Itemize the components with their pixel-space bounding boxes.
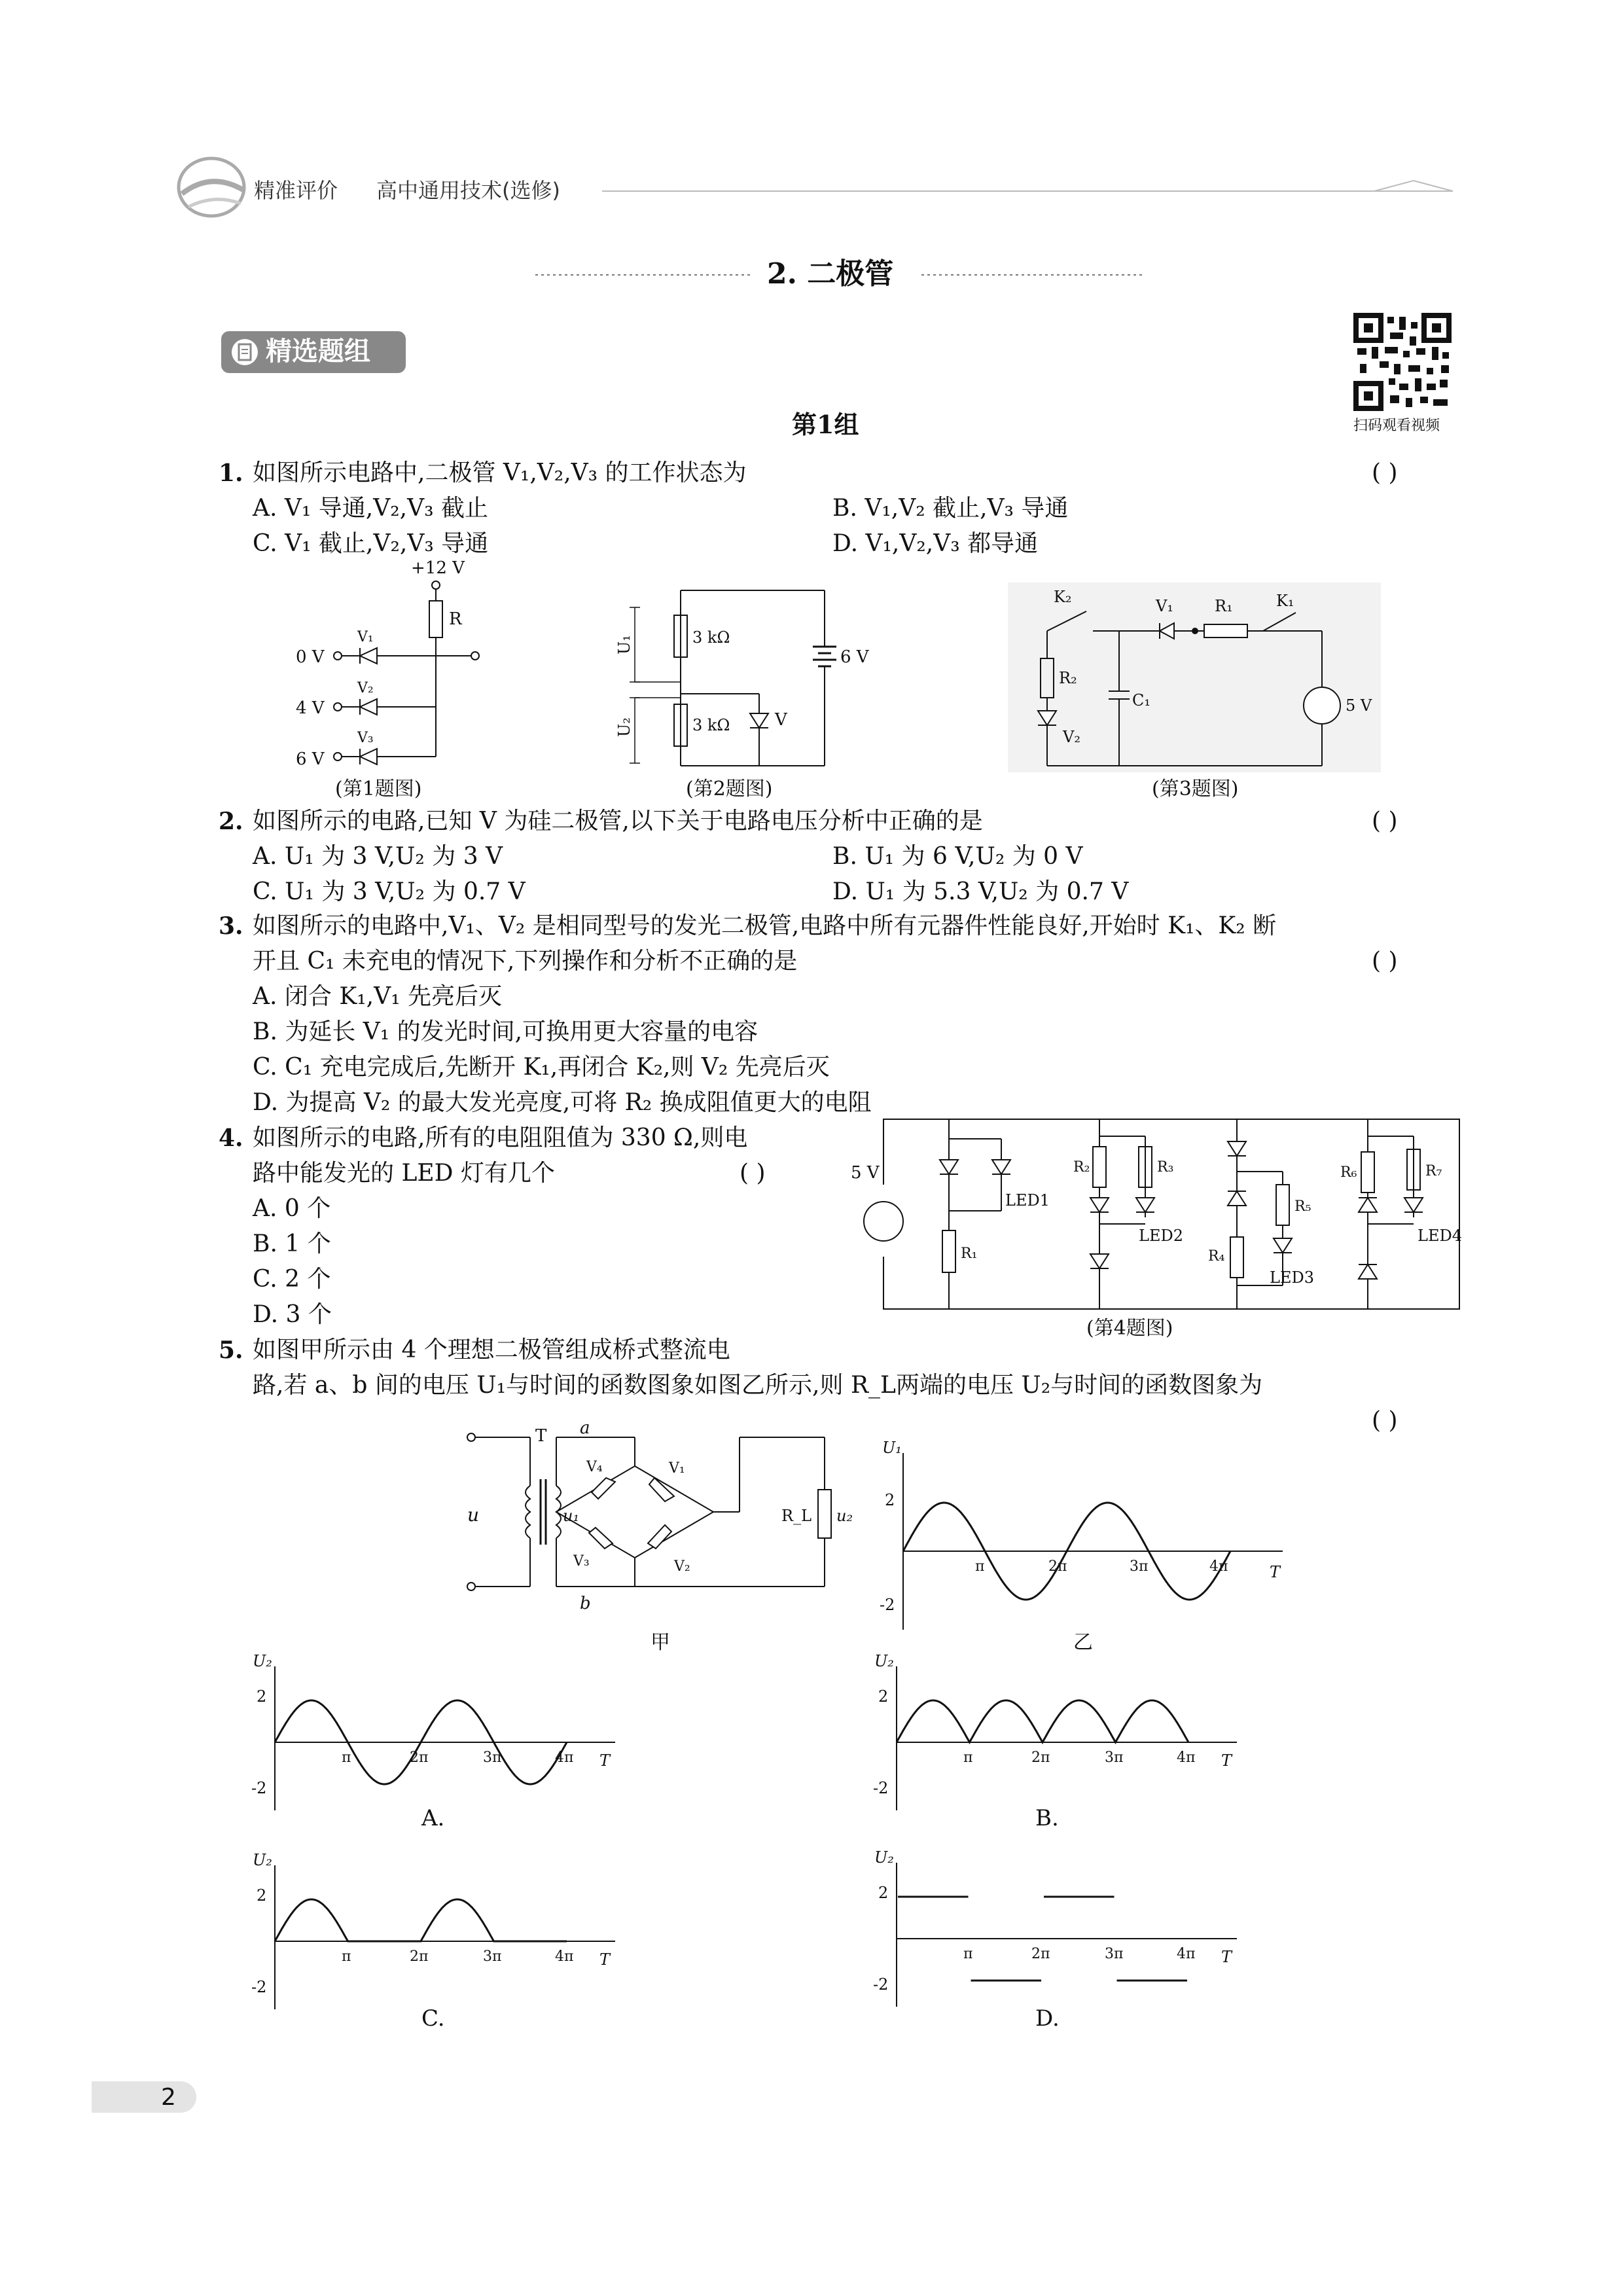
q3-stem-line1: 如图所示的电路中,V₁、V₂ 是相同型号的发光二极管,电路中所有元器件性能良好,开始时 K₁、K₂ 断 [253,912,1277,939]
graph-d-xtick-4pi: 4π [1177,1946,1196,1962]
fig1-resistor-label: R [449,609,462,629]
svg-text:0 V: 0 V [296,647,325,667]
svg-text:U₁: U₁ [615,635,633,655]
graph-d-ytick-neg2: -2 [873,1975,889,1994]
q3-option-b[interactable]: B. 为延长 V₁ 的发光时间,可换用更大容量的电容 [253,1018,758,1045]
fig5b-xtick-2pi: 2π [1048,1558,1067,1575]
svg-text:u: u [467,1504,480,1526]
graph-b-xtick-4pi: 4π [1177,1749,1196,1766]
svg-text:V₂: V₂ [674,1558,690,1575]
fig1-supply: +12 V [411,558,465,578]
q1-number: 1. [219,459,243,487]
svg-text:4 V: 4 V [296,698,325,718]
fig5b-ytick-2: 2 [885,1491,895,1509]
graph-b [870,1652,1237,1817]
fig4-r5 [1276,1185,1289,1225]
badge-label: 精选题组 [266,336,370,367]
svg-text:3 kΩ: 3 kΩ [692,628,730,647]
graph-c-xtick-pi: π [342,1948,351,1965]
fig2-diode [750,713,768,728]
fig4-diode-2 [1090,1198,1109,1212]
fig4-r2 [1093,1147,1106,1187]
q2-option-c[interactable]: C. U₁ 为 3 V,U₂ 为 0.7 V [253,878,526,905]
fig3-source [1304,687,1340,724]
graph-d-ylabel: U₂ [874,1848,894,1867]
q3-number: 3. [219,912,243,940]
fig5b-xtick-pi: π [975,1558,985,1575]
q2-option-b[interactable]: B. U₁ 为 6 V,U₂ 为 0 V [832,843,1083,870]
fig4-diode-6 [1359,1198,1377,1212]
graph-d-ytick-2: 2 [878,1884,889,1902]
fig5b-graph [877,1440,1296,1636]
fig5a-diode-v3 [589,1528,613,1549]
answer-c-label[interactable]: C. [421,2005,445,2032]
svg-text:b: b [580,1594,591,1613]
graph-d-xtick-3pi: 3π [1105,1946,1124,1962]
fig4-diode-4 [1228,1141,1246,1156]
q2-stem: 如图所示的电路,已知 V 为硅二极管,以下关于电路电压分析中正确的是 [253,808,983,834]
header-title: 高中通用技术(选修) [376,178,560,203]
fig1-resistor [429,601,442,637]
graph-c-ylabel: U₂ [253,1851,272,1869]
fig4-diode-3 [1090,1254,1109,1268]
q4-option-d[interactable]: D. 3 个 [253,1301,332,1328]
header-rule [602,171,1466,198]
fig5b-ylabel: U₁ [882,1439,902,1457]
svg-text:R₁: R₁ [961,1246,978,1262]
svg-text:LED1: LED1 [1005,1191,1050,1210]
svg-text:V₂: V₂ [1063,728,1080,746]
svg-text:u₁: u₁ [563,1507,580,1525]
q4-answer-blank[interactable]: ( ) [740,1160,766,1187]
q1-option-b[interactable]: B. V₁,V₂ 截止,V₃ 导通 [832,495,1069,522]
graph-b-curve [897,1700,1188,1742]
svg-text:U₂: U₂ [615,717,633,737]
fig4-r6 [1361,1152,1374,1193]
fig4-source [864,1202,903,1241]
svg-text:a: a [580,1418,590,1438]
graph-c [249,1851,615,2016]
graph-b-ylabel: U₂ [874,1652,894,1670]
fig5a-caption: 甲 [651,1631,670,1654]
svg-text:R₂: R₂ [1073,1159,1090,1175]
q1-option-c[interactable]: C. V₁ 截止,V₂,V₃ 导通 [253,530,489,557]
svg-text:3 kΩ: 3 kΩ [692,716,730,734]
graph-a-xtick-3pi: 3π [483,1749,502,1766]
fig5a-diode-v4 [592,1478,615,1499]
fig5a-diode-v2 [648,1525,671,1549]
graph-d-xtick-2pi: 2π [1031,1946,1050,1962]
fig5b-xtick-4pi: 4π [1209,1558,1228,1575]
q5-stem-line1: 如图甲所示由 4 个理想二极管组成桥式整流电 [253,1336,730,1363]
fig3-caption: (第3题图) [1152,778,1239,800]
q1-answer-blank[interactable]: ( ) [1372,459,1398,486]
svg-text:V₁: V₁ [357,629,374,645]
svg-text:R₁: R₁ [1215,597,1233,615]
q4-option-c[interactable]: C. 2 个 [253,1266,331,1293]
q2-option-d[interactable]: D. U₁ 为 5.3 V,U₂ 为 0.7 V [832,878,1129,905]
fig2-caption: (第2题图) [686,778,773,800]
graph-d [870,1848,1237,2013]
fig4-diode-1 [940,1160,958,1174]
fig4-led-3 [1274,1238,1292,1253]
fig5a-primary-coil [526,1486,530,1538]
graph-d-xlabel: T [1221,1948,1232,1966]
fig4-r4 [1230,1237,1243,1278]
svg-text:R₄: R₄ [1208,1248,1225,1265]
svg-text:C₁: C₁ [1132,691,1150,709]
group-title: 第1组 [792,410,859,439]
svg-text:R_L: R_L [781,1507,812,1525]
q4-number: 4. [219,1124,243,1152]
graph-a-ytick-neg2: -2 [251,1779,267,1797]
fig4-r1 [942,1230,955,1272]
svg-text:R₆: R₆ [1340,1164,1357,1181]
svg-text:5 V: 5 V [851,1163,880,1183]
q2-option-a[interactable]: A. U₁ 为 3 V,U₂ 为 3 V [253,843,503,870]
svg-text:V₁: V₁ [669,1460,685,1477]
q3-option-d[interactable]: D. 为提高 V₂ 的最大发光亮度,可将 R₂ 换成阻值更大的电阻 [253,1089,872,1116]
svg-text:R₇: R₇ [1425,1163,1442,1179]
q1-stem: 如图所示电路中,二极管 V₁,V₂,V₃ 的工作状态为 [253,459,747,486]
fig5a-load-resistor [818,1490,831,1538]
svg-text:LED2: LED2 [1139,1227,1183,1245]
fig1-branch-2 [296,680,436,718]
svg-text:V₁: V₁ [1156,597,1173,615]
qr-code[interactable] [1353,313,1452,411]
q1-option-a[interactable]: A. V₁ 导通,V₂,V₃ 截止 [253,495,488,522]
document-icon [230,338,259,367]
graph-b-xlabel: T [1221,1751,1232,1770]
graph-c-xtick-4pi: 4π [555,1948,574,1965]
graph-a-ylabel: U₂ [253,1652,272,1670]
q5-stem-line2: 路,若 a、b 间的电压 U₁与时间的函数图象如图乙所示,则 R_L两端的电压 U₂与时间的函数图象为 [253,1372,1263,1399]
graph-c-ytick-2: 2 [257,1886,267,1905]
q3-option-c[interactable]: C. C₁ 充电完成后,先断开 K₁,再闭合 K₂,则 V₂ 先亮后灭 [253,1054,830,1081]
graph-a [249,1652,615,1817]
q3-stem-line2: 开且 C₁ 未充电的情况下,下列操作和分析不正确的是 [253,948,798,975]
graph-c-ytick-neg2: -2 [251,1978,267,1996]
section-title: 2. 二极管 [767,257,894,291]
graph-c-curve [275,1899,567,1941]
header-brand: 精准评价 [254,178,338,203]
graph-a-xlabel: T [599,1751,611,1770]
fig4-diode-7 [1359,1265,1377,1279]
q3-answer-blank[interactable]: ( ) [1372,948,1398,975]
fig4-caption: (第4题图) [1086,1317,1173,1340]
fig1-branch-3 [296,730,436,769]
q4-option-a[interactable]: A. 0 个 [253,1195,331,1222]
svg-text:R₅: R₅ [1294,1198,1311,1215]
svg-text:V₃: V₃ [357,730,374,746]
answer-d-label[interactable]: D. [1035,2005,1060,2032]
fig1-caption: (第1题图) [335,778,422,800]
fig5b-xtick-3pi: 3π [1130,1558,1149,1575]
svg-text:R₃: R₃ [1157,1159,1174,1175]
fig1-branch-1 [296,629,436,667]
svg-text:V₃: V₃ [573,1553,590,1570]
svg-text:u₂: u₂ [836,1507,853,1525]
graph-a-xtick-2pi: 2π [410,1749,429,1766]
fig5a-bridge-circuit [458,1418,864,1623]
graph-a-xtick-pi: π [342,1749,351,1766]
page-number-tab [92,2081,196,2113]
q1-option-d[interactable]: D. V₁,V₂,V₃ 都导通 [832,530,1039,557]
svg-text:LED3: LED3 [1270,1268,1314,1287]
graph-b-ytick-2: 2 [878,1687,889,1706]
qr-caption: 扫码观看视频 [1353,418,1440,434]
fig4-led-4 [1404,1198,1423,1212]
svg-text:V: V [775,710,787,730]
fig3-r1 [1204,624,1247,637]
svg-text:T: T [535,1426,547,1446]
q4-option-b[interactable]: B. 1 个 [253,1230,331,1257]
fig4-circuit [851,1113,1479,1329]
fig4-led-2 [1136,1198,1154,1212]
q4-stem-line2: 路中能发光的 LED 灯有几个 [253,1160,555,1187]
answer-a-label[interactable]: A. [421,1805,445,1831]
graph-a-xtick-4pi: 4π [555,1749,574,1766]
fig5b-xlabel: T [1270,1563,1281,1581]
svg-text:LED4: LED4 [1418,1227,1462,1245]
svg-text:R₂: R₂ [1059,669,1077,687]
graph-b-xtick-3pi: 3π [1105,1749,1124,1766]
graph-c-xtick-3pi: 3π [483,1948,502,1965]
fig4-led-1 [992,1160,1010,1174]
graph-b-ytick-neg2: -2 [873,1779,889,1797]
fig5b-ytick-neg2: -2 [880,1596,895,1614]
q2-answer-blank[interactable]: ( ) [1372,808,1398,834]
svg-text:6 V: 6 V [296,749,325,769]
page-number: 2 [161,2084,176,2111]
fig5b-caption: 乙 [1073,1631,1093,1654]
q5-number: 5. [219,1336,243,1364]
fig2-circuit [609,583,883,779]
graph-c-xtick-2pi: 2π [410,1948,429,1965]
fig4-diode-5 [1228,1191,1246,1206]
q4-stem-line1: 如图所示的电路,所有的电阻阻值为 330 Ω,则电 [253,1124,748,1151]
q5-answer-blank[interactable]: ( ) [1372,1407,1398,1434]
svg-text:K₂: K₂ [1054,588,1072,606]
fig1-circuit [288,556,504,772]
graph-b-xtick-2pi: 2π [1031,1749,1050,1766]
fig2-battery-label: 6 V [840,647,869,667]
graph-a-ytick-2: 2 [257,1687,267,1706]
q3-option-a[interactable]: A. 闭合 K₁,V₁ 先亮后灭 [253,983,502,1010]
svg-text:V₂: V₂ [357,680,374,696]
graph-b-xtick-pi: π [963,1749,973,1766]
fig3-circuit [1008,583,1387,779]
svg-text:V₄: V₄ [586,1459,603,1475]
graph-d-xtick-pi: π [963,1946,973,1962]
q2-number: 2. [219,808,243,835]
header-logo [175,154,254,220]
svg-text:K₁: K₁ [1276,592,1294,610]
graph-c-xlabel: T [599,1950,611,1969]
svg-text:5 V: 5 V [1346,696,1372,715]
answer-b-label[interactable]: B. [1035,1805,1059,1831]
